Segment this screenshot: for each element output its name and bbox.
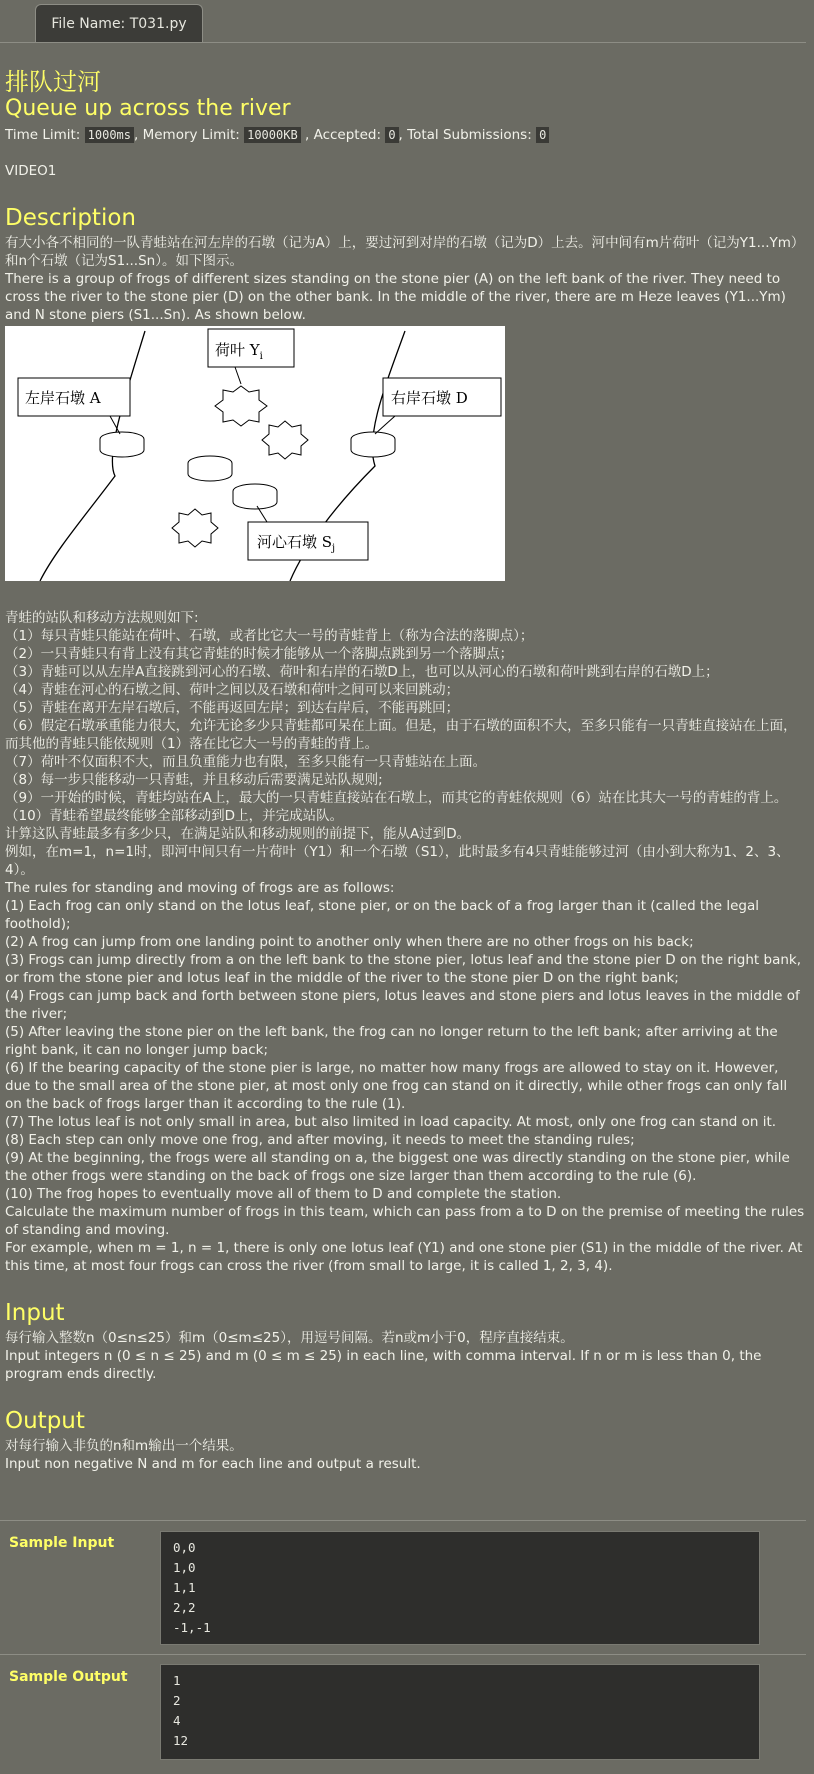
sample-input-label: Sample Input xyxy=(9,1535,115,1551)
rule-en: (7) The lotus leaf is not only small in area, but also limited in load capacity. At most, only one frog can stand on it. xyxy=(5,1114,777,1130)
leaf-label-sub: i xyxy=(259,351,263,362)
rules-en xyxy=(5,879,805,1275)
rule-en: (3) Frogs can jump directly from a on the left bank to the stone pier, lotus leaf and the stone pier D on the right bank, or from the stone pier and lotus leaf in the middle of the river to the stone pier D on the right bank; xyxy=(5,952,802,986)
output-heading: Output xyxy=(5,1408,85,1434)
input-text-cn: 每行输入整数n（0≤n≤25）和m（0≤m≤25），用逗号间隔。若n或m小于0，程序直接结束。 xyxy=(5,1330,574,1346)
rule-en: (10) The frog hopes to eventually move all of them to D and complete the station. xyxy=(5,1186,562,1202)
time-limit-value: 1000ms xyxy=(85,127,134,143)
rule-en: Calculate the maximum number of frogs in this team, which can pass from a to D on the premise of meeting the rules of standing and moving. xyxy=(5,1204,805,1238)
submissions-count: 0 xyxy=(536,127,549,143)
svg-text:荷叶 Yi xyxy=(215,341,263,362)
description-line-cn: 有大小各不相同的一队青蛙站在河左岸的石墩（记为A）上，要过河到对岸的石墩（记为D）上去。河中间有m片荷叶（记为Y1...Ym）和n个石墩（记为S1...Sn）。如下图示。 xyxy=(5,235,805,269)
sample-input-line: -1,-1 xyxy=(173,1620,211,1635)
rule-cn: （3）青蛙可以从左岸A直接跳到河心的石墩、荷叶和右岸的石墩D上，也可以从河心的石墩和荷叶跳到右岸的石墩D上； xyxy=(5,664,719,680)
problem-title-cn: 排队过河 xyxy=(5,68,101,96)
rule-cn: （9）一开始的时候，青蛙均站在A上，最大的一只青蛙直接站在石墩上，而其它的青蛙依规则（6）站在比其大一号的青蛙的背上。 xyxy=(5,790,788,806)
sample-input-line: 1,1 xyxy=(173,1580,196,1595)
rule-en: For example, when m = 1, n = 1, there is only one lotus leaf (Y1) and one stone pier (S1) in the middle of the river. At this time, at most four frogs can cross the river (from small to large, it is called 1, 2, 3, 4). xyxy=(5,1240,803,1274)
sample-input-box[interactable] xyxy=(160,1531,760,1645)
submissions-label: , Total Submissions: xyxy=(398,127,532,143)
sample-input-line: 2,2 xyxy=(173,1600,196,1615)
sample-input-line: 0,0 xyxy=(173,1540,196,1555)
stone-label-sub: j xyxy=(332,543,336,554)
sample-input-line: 1,0 xyxy=(173,1560,196,1575)
output-text-cn: 对每行输入非负的n和m输出一个结果。 xyxy=(5,1438,243,1454)
time-limit-label: Time Limit: xyxy=(5,127,81,143)
sample-output-line: 12 xyxy=(173,1733,189,1748)
rule-en: (5) After leaving the stone pier on the left bank, the frog can no longer return to the left bank; after arriving at the right bank, it can no longer jump back; xyxy=(5,1024,778,1058)
rule-cn: （7）荷叶不仅面积不大，而且负重能力也有限，至多只能有一只青蛙站在上面。 xyxy=(5,754,487,770)
rule-cn: （6）假定石墩承重能力很大，允许无论多少只青蛙都可呆在上面。但是，由于石墩的面积不大，至多只能有一只青蛙直接站在上面，而其他的青蛙只能依规则（1）落在比它大一号的青蛙的背上。 xyxy=(5,718,797,752)
memory-limit-value: 10000KB xyxy=(244,127,301,143)
rules-cn xyxy=(5,609,805,879)
description-heading: Description xyxy=(5,205,136,231)
accepted-count: 0 xyxy=(385,127,398,143)
problem-content xyxy=(5,62,805,1473)
output-text-en: Input non negative N and m for each line and output a result. xyxy=(5,1456,421,1472)
rule-cn: （2）一只青蛙只有背上没有其它青蛙的时候才能够从一个落脚点跳到另一个落脚点； xyxy=(5,646,514,662)
rule-cn: （10）青蛙希望最终能够全部移动到D上，并完成站队。 xyxy=(5,808,344,824)
rule-en: The rules for standing and moving of frogs are as follows: xyxy=(5,880,395,896)
file-tab[interactable] xyxy=(35,4,203,42)
rule-en: (6) If the bearing capacity of the stone pier is large, no matter how many frogs are allowed to stay on it. However, due to the small area of the stone pier, at most only one frog can stand on it directly, while other frogs can only fall on the back of frogs larger than it according to the rule (1). xyxy=(5,1060,788,1112)
rule-en: (2) A frog can jump from one landing point to another only when there are no other frogs on his back; xyxy=(5,934,694,950)
sample-output-box[interactable] xyxy=(160,1664,760,1760)
rule-en: (9) At the beginning, the frogs were all standing on a, the biggest one was directly standing on the stone pier, while the other frogs were standing on the back of frogs one size larger than them according to the rule (6). xyxy=(5,1150,790,1184)
sample-output-label: Sample Output xyxy=(9,1669,128,1685)
river-figure xyxy=(5,326,505,581)
rule-cn: 青蛙的站队和移动方法规则如下: xyxy=(5,610,199,626)
leaf-label: 荷叶 Y xyxy=(215,341,260,359)
rule-cn: （8）每一步只能移动一只青蛙，并且移动后需要满足站队规则; xyxy=(5,772,383,788)
accepted-label: , Accepted: xyxy=(304,127,382,143)
tab-bar xyxy=(0,0,814,44)
right-pier-label: 右岸石墩 D xyxy=(391,389,468,407)
sample-output-line: 2 xyxy=(173,1693,181,1708)
rule-en: (8) Each step can only move one frog, and after moving, it needs to meet the standing rules; xyxy=(5,1132,635,1148)
memory-limit-label: , Memory Limit: xyxy=(134,127,240,143)
sample-output-line: 1 xyxy=(173,1673,181,1688)
divider xyxy=(0,1654,806,1655)
rule-cn: 计算这队青蛙最多有多少只，在满足站队和移动规则的前提下，能从A过到D。 xyxy=(5,826,471,842)
rule-en: (4) Frogs can jump back and forth between stone piers, lotus leaves and stone piers and lotus leaves in the middle of the river; xyxy=(5,988,800,1022)
rule-cn: 例如，在m=1，n=1时，即河中间只有一片荷叶（Y1）和一个石墩（S1），此时最多有4只青蛙能够过河（由小到大称为1、2、3、4）。 xyxy=(5,844,790,878)
sample-output-line: 4 xyxy=(173,1713,181,1728)
limits-line xyxy=(5,126,805,144)
rule-en: (1) Each frog can only stand on the lotus leaf, stone pier, or on the back of a frog larger than it (called the legal foothold); xyxy=(5,898,760,932)
stone-label: 河心石墩 S xyxy=(257,533,333,551)
tab-divider xyxy=(0,42,806,43)
rule-cn: （4）青蛙在河心的石墩之间、荷叶之间以及石墩和荷叶之间可以来回跳动； xyxy=(5,682,460,698)
rule-cn: （5）青蛙在离开左岸石墩后，不能再返回左岸；到达右岸后，不能再跳回； xyxy=(5,700,460,716)
input-heading: Input xyxy=(5,1300,65,1326)
problem-title-en: Queue up across the river xyxy=(5,96,291,121)
left-pier-label: 左岸石墩 A xyxy=(25,389,101,407)
input-text-en: Input integers n (0 ≤ n ≤ 25) and m (0 ≤ m ≤ 25) in each line, with comma interval. If n or m is less than 0, the program ends directly. xyxy=(5,1348,762,1382)
file-tab-label: File Name: T031.py xyxy=(51,15,187,32)
divider xyxy=(0,1520,806,1521)
svg-text:河心石墩 Sj xyxy=(257,533,335,554)
description-line-en: There is a group of frogs of different sizes standing on the stone pier (A) on the left bank of the river. They need to cross the river to the stone pier (D) on the other bank. In the middle of the river, there are m Heze leaves (Y1...Ym) and N stone piers (S1...Sn). As shown below. xyxy=(5,271,786,323)
video-link[interactable]: VIDEO1 xyxy=(5,163,57,179)
rule-cn: （1）每只青蛙只能站在荷叶、石墩，或者比它大一号的青蛙背上（称为合法的落脚点）； xyxy=(5,628,534,644)
